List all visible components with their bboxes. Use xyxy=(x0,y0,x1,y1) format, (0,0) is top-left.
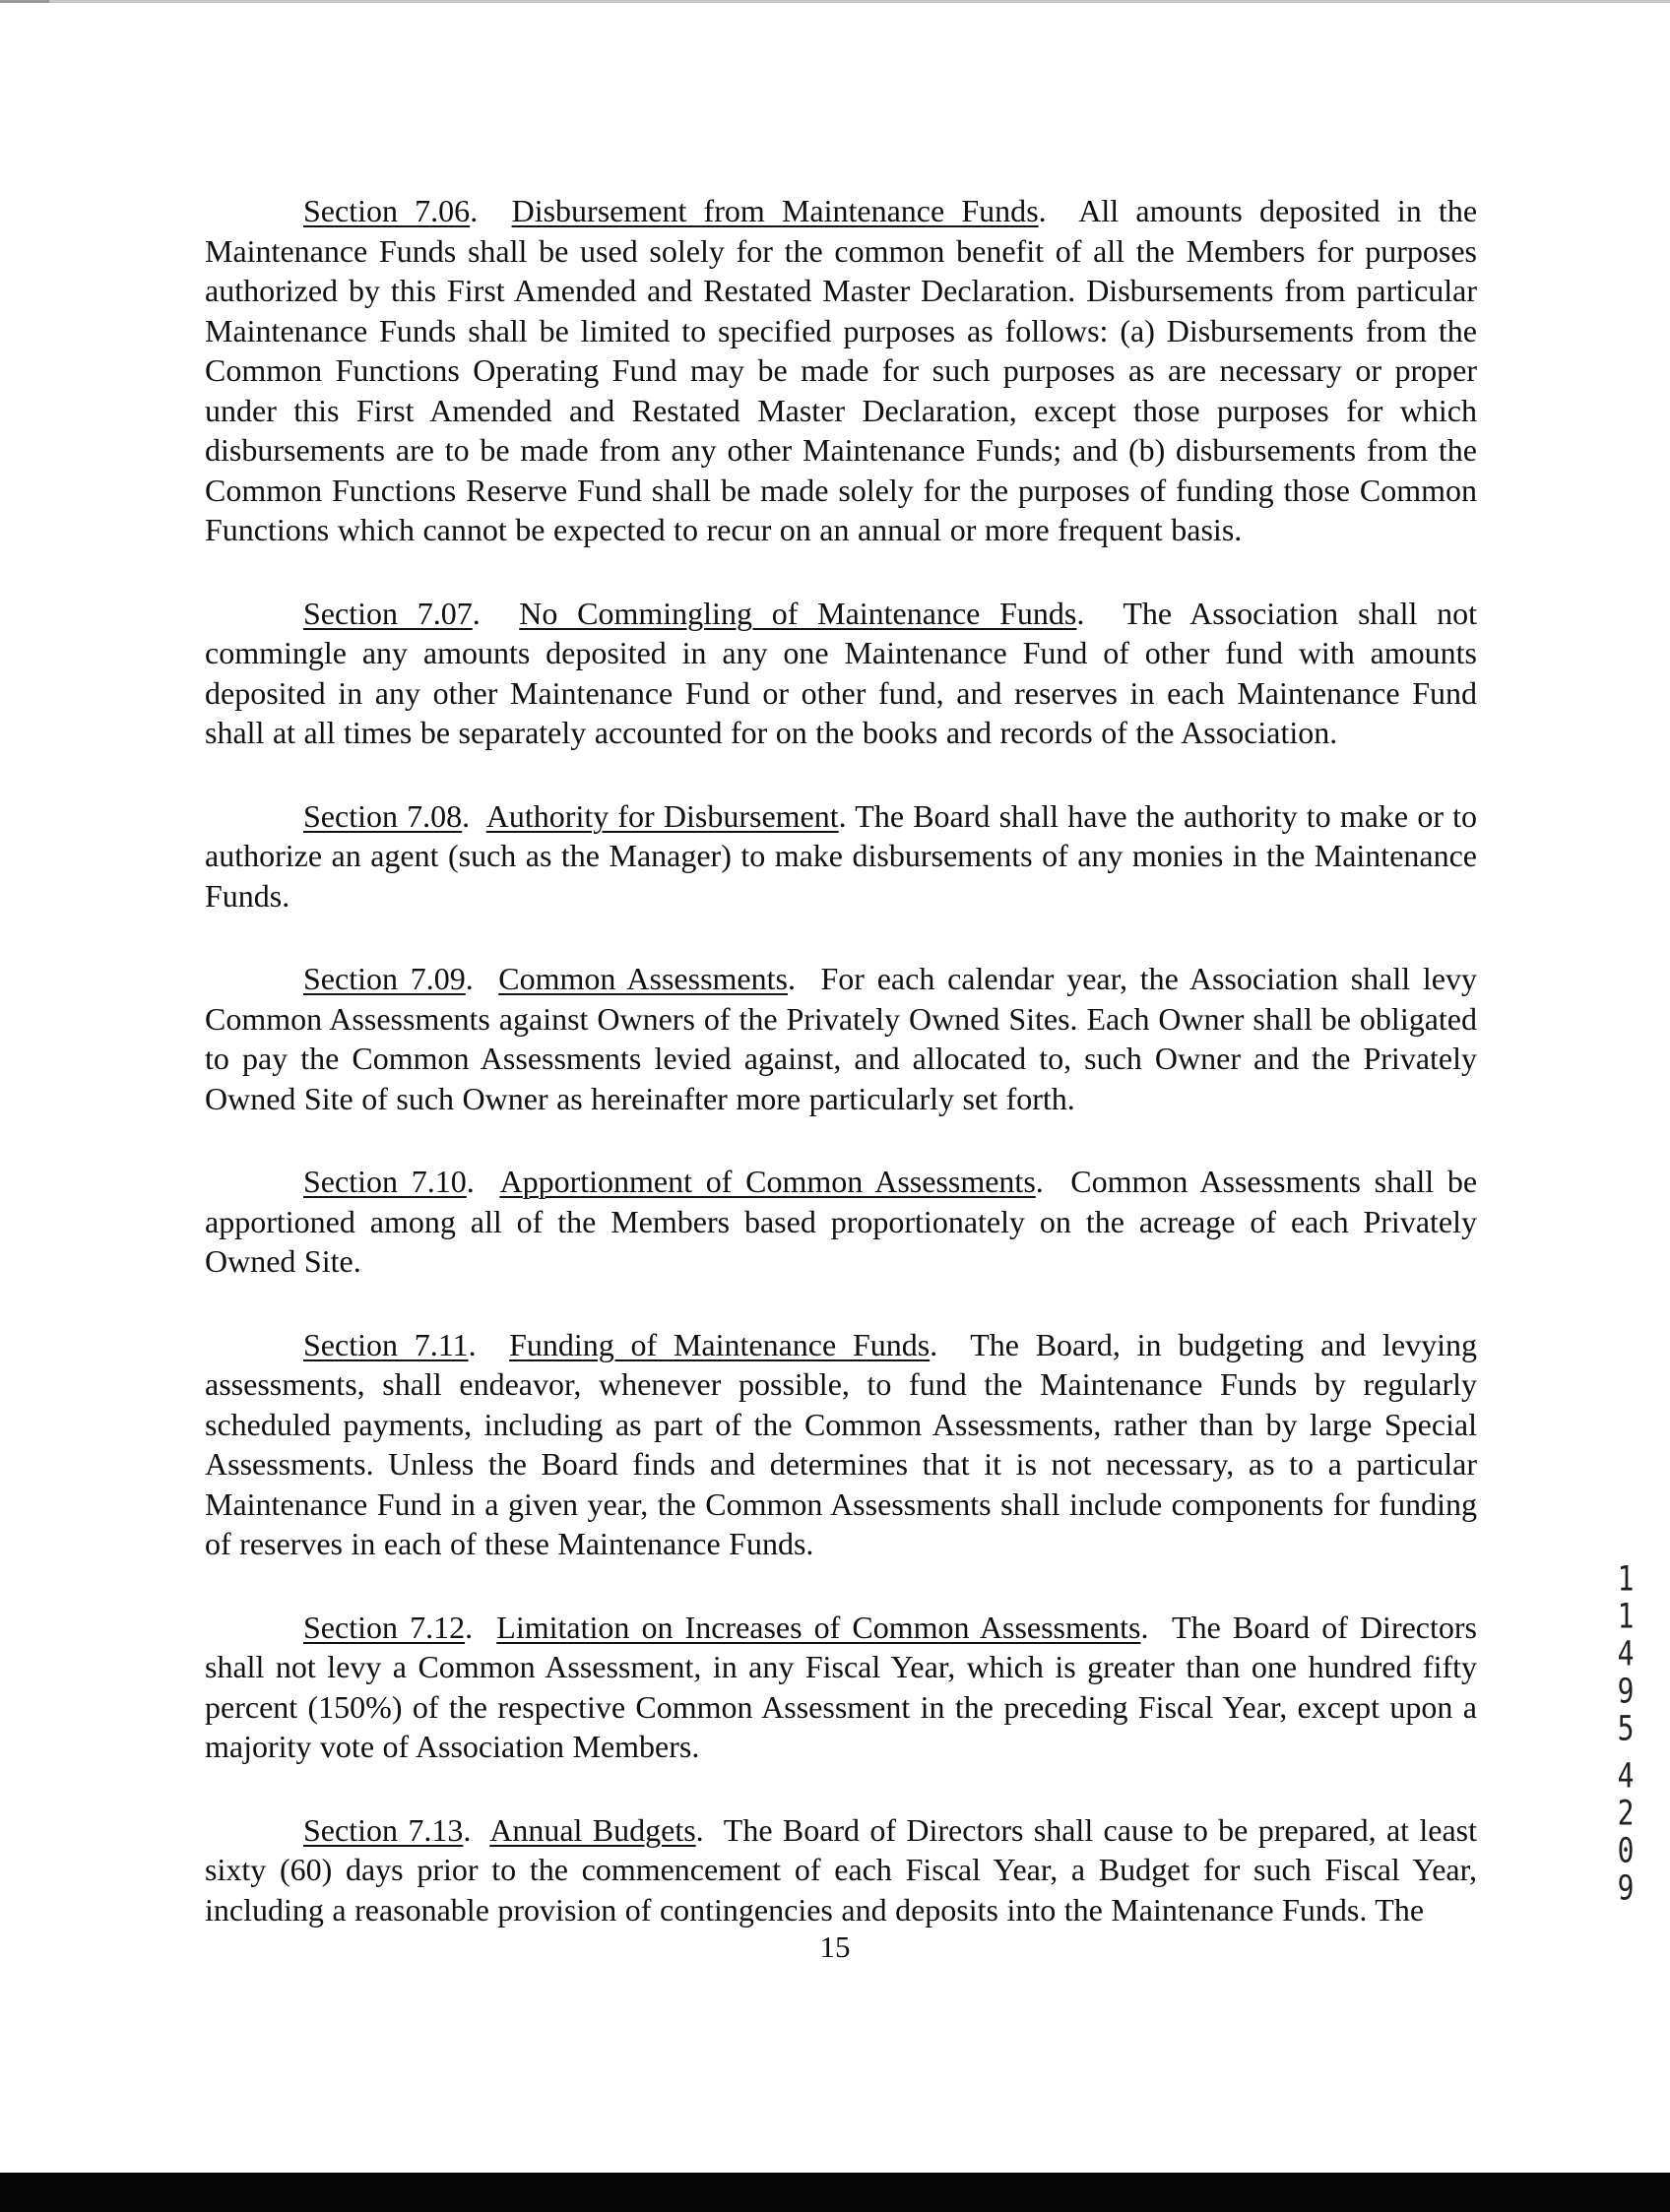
section-heading: Funding of Maintenance Funds xyxy=(509,1326,931,1362)
stamp-digit: 4 xyxy=(1617,1632,1635,1674)
scan-top-edge xyxy=(0,0,1670,3)
section-7-10: Section 7.10. Apportionment of Common Assessments. Common Assessments shall be apportioned among all of the Members based proportionately on the acreage of each Privately Owned Site. xyxy=(205,1164,1478,1279)
stamp-digit: 5 xyxy=(1617,1707,1635,1748)
section-body: The Board shall have the authority to make or to authorize an agent (such as the Manager) to make disbursements of any monies in the Maintenance Funds. xyxy=(205,797,1478,914)
section-number: Section 7.09 xyxy=(303,961,466,996)
page-number: 15 xyxy=(819,1929,851,1964)
section-heading: Disbursement from Maintenance Funds xyxy=(511,193,1039,228)
stamp-digit: 1 xyxy=(1617,1557,1635,1599)
stamp-digit: 4 xyxy=(1617,1754,1635,1796)
stamp-digit: 9 xyxy=(1617,1670,1635,1711)
section-number: Section 7.11 xyxy=(303,1326,469,1362)
section-body: Common Assessments shall be apportioned among all of the Members based proportionately on the acreage of each Privately Owned Site. xyxy=(205,1164,1478,1279)
section-body: The Association shall not commingle any amounts deposited in any one Maintenance Fund of other fund with amounts deposited in any other Maintenance Fund or other fund, and reserves in each Maintenance Fund shall at all times be separately accounted for on the books and records of the Association. xyxy=(205,595,1478,750)
stamp-digit: 2 xyxy=(1617,1792,1635,1833)
section-7-13: Section 7.13. Annual Budgets. The Board of Directors shall cause to be prepared, at least sixty (60) days prior to the commencement of each Fiscal Year, a Budget for such Fiscal Year, including a reasonable provision of contingencies and deposits into the Maintenance Funds. The xyxy=(205,1811,1478,1928)
section-7-07: Section 7.07. No Commingling of Maintenance Funds. The Association shall not commingle any amounts deposited in any one Maintenance Fund of other fund with amounts deposited in any other Maintenance Fund or other fund, and reserves in each Maintenance Fund shall at all times be separately accounted for on the books and records of the Association. xyxy=(205,595,1478,750)
section-heading: Apportionment of Common Assessments xyxy=(499,1164,1036,1199)
section-heading: Common Assessments xyxy=(498,961,788,996)
stamp-digit: 0 xyxy=(1617,1829,1635,1870)
document-body xyxy=(205,191,1477,1973)
section-number: Section 7.07 xyxy=(303,595,473,631)
margin-stamp-bottom xyxy=(1611,1754,1640,1908)
section-number: Section 7.08 xyxy=(303,797,463,834)
section-7-06: Section 7.06. Disbursement from Maintenance Funds. All amounts deposited in the Maintenance Funds shall be used solely for the common benefit of all the Members for purposes authorized by this First Amended and Restated Master Declaration. Disbursements from particular Maintenance Funds shall be limited to specified purposes as follows: (a) Disbursements from the Common Functions Operating Fund may be made for such purposes as are necessary or proper under this First Amended and Restated Master Declaration, except those purposes for which disbursements are to be made from any other Maintenance Funds; and (b) disbursements from the Common Functions Reserve Fund shall be made solely for the purposes of funding those Common Functions which cannot be expected to recur on an annual or more frequent basis. xyxy=(205,193,1478,547)
section-number: Section 7.10 xyxy=(303,1164,467,1199)
section-heading: Limitation on Increases of Common Assessments xyxy=(496,1609,1141,1645)
section-number: Section 7.13 xyxy=(303,1811,464,1848)
section-body: The Board of Directors shall not levy a Common Assessment, in any Fiscal Year, which is greater than one hundred fifty percent (150%) of the respective Common Assessment in the preceding Fiscal Year, except upon a majority vote of Association Members. xyxy=(205,1609,1477,1764)
section-7-09: Section 7.09. Common Assessments. For each calendar year, the Association shall levy Common Assessments against Owners of the Privately Owned Sites. Each Owner shall be obligated to pay the Common Assessments levied against, and allocated to, such Owner and the Privately Owned Site of such Owner as hereinafter more particularly set forth. xyxy=(205,961,1478,1116)
stamp-digit: 9 xyxy=(1617,1866,1635,1908)
section-7-12: Section 7.12. Limitation on Increases of Common Assessments. The Board of Directors shall not levy a Common Assessment, in any Fiscal Year, which is greater than one hundred fifty percent (150%) of the respective Common Assessment in the preceding Fiscal Year, except upon a majority vote of Association Members. xyxy=(205,1609,1477,1764)
section-7-08: Section 7.08. Authority for Disbursement. The Board shall have the authority to make or to authorize an agent (such as the Manager) to make disbursements of any monies in the Maintenance Funds. xyxy=(205,797,1478,914)
section-body: The Board of Directors shall cause to be prepared, at least sixty (60) days prior to the commencement of each Fiscal Year, a Budget for such Fiscal Year, including a reasonable provision of contingencies and deposits into the Maintenance Funds. The xyxy=(205,1811,1478,1928)
margin-stamp-top xyxy=(1611,1557,1640,1748)
section-number: Section 7.12 xyxy=(303,1609,466,1645)
section-body: The Board, in budgeting and levying assessments, shall endeavor, whenever possible, to fund the Maintenance Funds by regularly scheduled payments, including as part of the Common Assessments, rather than by large Special Assessments. Unless the Board finds and determines that it is not necessary, as to a particular Maintenance Fund in a given year, the Common Assessments shall include components for funding of reserves in each of these Maintenance Funds. xyxy=(205,1326,1478,1561)
section-body: For each calendar year, the Association shall levy Common Assessments against Owners of the Privately Owned Sites. Each Owner shall be obligated to pay the Common Assessments levied against, and allocated to, such Owner and the Privately Owned Site of such Owner as hereinafter more particularly set forth. xyxy=(205,961,1478,1116)
section-heading: Authority for Disbursement xyxy=(485,797,839,834)
section-number: Section 7.06 xyxy=(303,193,471,228)
scan-bottom-edge xyxy=(0,2173,1670,2212)
section-heading: Annual Budgets xyxy=(489,1811,696,1848)
stamp-digit: 1 xyxy=(1617,1595,1635,1636)
section-body: All amounts deposited in the Maintenance Funds shall be used solely for the common benefit of all the Members for purposes authorized by this First Amended and Restated Master Declaration. Disbursements from particular Maintenance Funds shall be limited to specified purposes as follows: (a) Disbursements from the Common Functions Operating Fund may be made for such purposes as are necessary or proper under this First Amended and Restated Master Declaration, except those purposes for which disbursements are to be made from any other Maintenance Funds; and (b) disbursements from the Common Functions Reserve Fund shall be made solely for the purposes of funding those Common Functions which cannot be expected to recur on an annual or more frequent basis. xyxy=(205,193,1478,547)
section-heading: No Commingling of Maintenance Funds xyxy=(519,595,1077,631)
section-7-11: Section 7.11. Funding of Maintenance Funds. The Board, in budgeting and levying assessments, shall endeavor, whenever possible, to fund the Maintenance Funds by regularly scheduled payments, including as part of the Common Assessments, rather than by large Special Assessments. Unless the Board finds and determines that it is not necessary, as to a particular Maintenance Fund in a given year, the Common Assessments shall include components for funding of reserves in each of these Maintenance Funds. xyxy=(205,1326,1478,1561)
